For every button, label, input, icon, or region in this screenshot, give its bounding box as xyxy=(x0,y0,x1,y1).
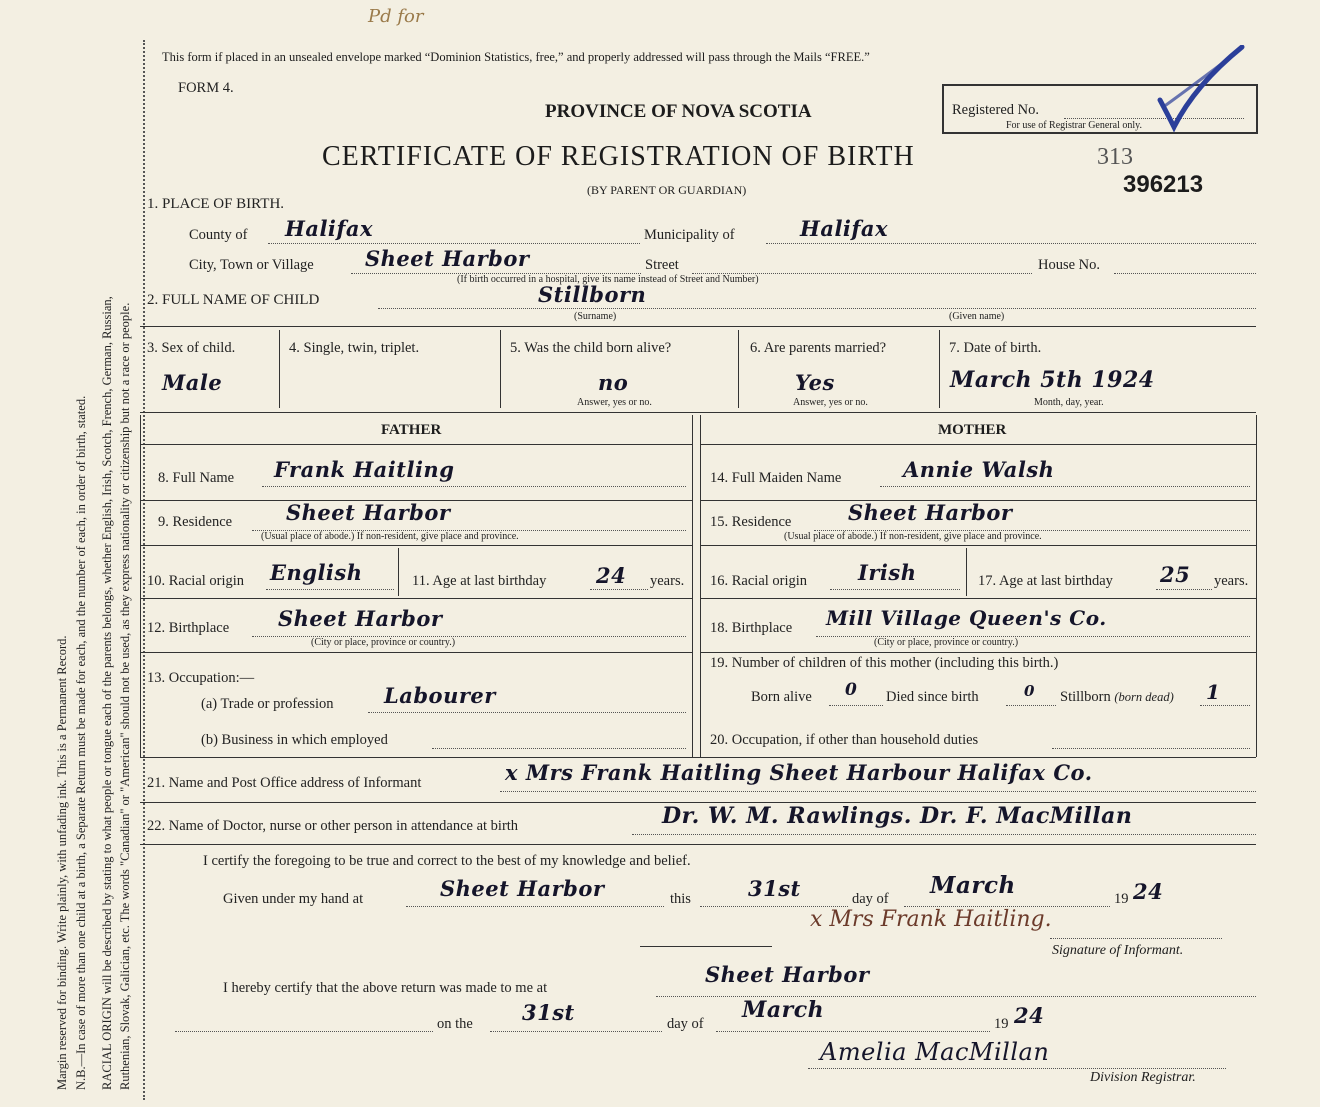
stillborn-value: 1 xyxy=(1206,680,1221,704)
hospital-note: (If birth occurred in a hospital, give its name instead of Street and Number) xyxy=(457,274,759,285)
mother-age-unit: years. xyxy=(1214,573,1249,589)
doctor-label: 22. Name of Doctor, nurse or other person in attendance at birth xyxy=(147,818,519,834)
mother-occupation-label: 20. Occupation, if other than household duties xyxy=(710,732,979,748)
died-value: 0 xyxy=(1024,682,1035,700)
mother-occupation-dots xyxy=(1052,748,1250,749)
sex-label: 3. Sex of child. xyxy=(147,340,236,356)
father-age-label: 11. Age at last birthday xyxy=(412,573,547,589)
margin-note-binding: Margin reserved for binding. Write plainly, with unfading ink. This is a Permanent Record. xyxy=(55,635,69,1090)
alive-answer-note: Answer, yes or no. xyxy=(577,397,652,408)
stillborn-label-text: Stillborn xyxy=(1060,689,1111,705)
born-alive-dots xyxy=(829,705,883,706)
father-racial-divider xyxy=(398,548,399,596)
mother-name-label: 14. Full Maiden Name xyxy=(710,470,842,486)
mother-name-dots xyxy=(880,486,1250,487)
alive-value: no xyxy=(598,370,629,395)
date-label: 7. Date of birth. xyxy=(949,340,1042,356)
father-row10-rule xyxy=(140,598,692,599)
father-trade-dots xyxy=(368,712,686,713)
margin-note-racial: RACIAL ORIGIN will be described by stating to what people or tongue each of the parents belongs, whether English, Irish, Scotch, French, German, Russian, xyxy=(100,296,114,1090)
pencil-note: Pd for xyxy=(368,6,424,27)
row3-div-4 xyxy=(939,330,940,408)
registrar-signature: Amelia MacMillan xyxy=(820,1038,1050,1066)
mother-birthplace-value: Mill Village Queen's Co. xyxy=(826,606,1107,630)
mother-left-border xyxy=(700,415,701,757)
mother-children-label: 19. Number of children of this mother (including this birth.) xyxy=(710,655,1059,671)
father-birthplace-label: 12. Birthplace xyxy=(147,620,230,636)
registrar-year-value: 24 xyxy=(1014,1003,1045,1028)
given-place-value: Sheet Harbor xyxy=(440,876,605,901)
given-year-value: 24 xyxy=(1133,879,1164,904)
doctor-value: Dr. W. M. Rawlings. Dr. F. MacMillan xyxy=(662,803,1133,829)
registered-no-note: For use of Registrar General only. xyxy=(1006,120,1142,131)
mother-birthplace-label: 18. Birthplace xyxy=(710,620,793,636)
father-residence-label: 9. Residence xyxy=(158,514,233,530)
surname-note: (Surname) xyxy=(574,311,617,322)
registrar-day-dots xyxy=(490,1031,662,1032)
municipality-dots xyxy=(766,243,1256,244)
father-trade-label: (a) Trade or profession xyxy=(201,696,334,712)
mother-heading: MOTHER xyxy=(938,422,1007,438)
mother-age-dots xyxy=(1156,589,1212,590)
street-label: Street xyxy=(645,257,679,273)
form-number: FORM 4. xyxy=(178,80,234,96)
municipality-value: Halifax xyxy=(800,216,889,241)
born-alive-value: 0 xyxy=(845,680,858,700)
registrar-signature-dots xyxy=(808,1068,1226,1069)
registrar-statement: I hereby certify that the above return was made to me at xyxy=(223,980,548,996)
father-racial-value: English xyxy=(270,560,363,585)
certify-statement: I certify the foregoing to be true and correct to the best of my knowledge and belief. xyxy=(203,853,691,869)
mother-heading-rule xyxy=(700,444,1256,445)
mother-residence-note: (Usual place of abode.) If non-resident, give place and province. xyxy=(784,531,1042,542)
father-trade-value: Labourer xyxy=(384,683,496,708)
row3-top-rule xyxy=(140,326,1256,327)
mother-row16-rule xyxy=(700,598,1256,599)
mother-racial-value: Irish xyxy=(858,560,917,585)
binding-margin-line xyxy=(143,40,145,1100)
father-age-value: 24 xyxy=(596,563,627,588)
margin-note-nb: N.B.—In case of more than one child at a birth, a Separate Return must be made for each, and the number of each, in order of birth, stated. xyxy=(74,395,88,1090)
sex-value: Male xyxy=(162,370,223,395)
registrar-lead-dots xyxy=(175,1031,433,1032)
house-dots xyxy=(1114,273,1256,274)
registrar-month-value: March xyxy=(742,997,825,1023)
given-year-prefix: 19 xyxy=(1114,891,1129,907)
city-value: Sheet Harbor xyxy=(365,246,530,271)
mother-racial-label: 16. Racial origin xyxy=(710,573,808,589)
father-residence-value: Sheet Harbor xyxy=(286,500,451,525)
blue-check-mark xyxy=(1150,45,1250,135)
mail-notice-text: This form if placed in an unsealed envelope marked “Dominion Statistics, free,” and properly addressed will pass through the Mails “FREE.” xyxy=(162,50,870,64)
on-the-label: on the xyxy=(437,1016,473,1032)
registrar-signature-label: Division Registrar. xyxy=(1090,1070,1196,1085)
row3-div-2 xyxy=(500,330,501,408)
father-age-dots xyxy=(590,589,648,590)
registered-no-label: Registered No. xyxy=(952,102,1039,118)
mail-notice xyxy=(162,50,870,65)
registration-number: 396213 xyxy=(1123,171,1204,198)
father-name-label: 8. Full Name xyxy=(158,470,235,486)
married-answer-note: Answer, yes or no. xyxy=(793,397,868,408)
stillborn-note: (born dead) xyxy=(1114,690,1174,704)
informant-dots xyxy=(500,791,1256,792)
city-label: City, Town or Village xyxy=(189,257,314,273)
title-stamp: 313 xyxy=(1097,144,1133,170)
stillborn-dots xyxy=(1200,705,1250,706)
doctor-rule xyxy=(140,844,1256,845)
mother-row15-rule xyxy=(700,545,1256,546)
mother-racial-dots xyxy=(830,589,960,590)
province-heading: PROVINCE OF NOVA SCOTIA xyxy=(545,101,812,122)
father-heading-rule xyxy=(140,444,692,445)
given-dayof-label: day of xyxy=(852,891,889,907)
given-month-value: March xyxy=(930,872,1016,899)
married-value: Yes xyxy=(795,370,835,395)
parents-bottom-rule xyxy=(140,757,1256,758)
registrar-dayof-label: day of xyxy=(667,1016,704,1032)
mother-name-value: Annie Walsh xyxy=(903,457,1055,482)
child-name-dots xyxy=(378,308,1256,309)
mother-right-border xyxy=(1256,415,1257,757)
father-row9-rule xyxy=(140,545,692,546)
municipality-label: Municipality of xyxy=(644,227,735,243)
father-name-dots xyxy=(262,486,686,487)
mother-age-value: 25 xyxy=(1160,562,1191,587)
given-label: Given under my hand at xyxy=(223,891,364,907)
father-name-value: Frank Haitling xyxy=(274,457,455,482)
father-right-border xyxy=(692,415,693,757)
father-occupation-label: 13. Occupation:— xyxy=(147,670,255,686)
alive-label: 5. Was the child born alive? xyxy=(510,340,672,356)
father-business-dots xyxy=(432,748,686,749)
doctor-dots xyxy=(632,834,1256,835)
born-alive-label: Born alive xyxy=(751,689,812,705)
father-racial-dots xyxy=(266,589,394,590)
margin-note-racial-2: Ruthenian, Slovak, Galician, etc. The words "Canadian" or "American" should not be used, as they express nationality or citizenship but not a race or people. xyxy=(118,302,132,1090)
date-value: March 5th 1924 xyxy=(950,367,1155,393)
mother-age-label: 17. Age at last birthday xyxy=(978,573,1113,589)
county-label: County of xyxy=(189,227,248,243)
father-business-label: (b) Business in which employed xyxy=(201,732,388,748)
given-place-dots xyxy=(406,906,664,907)
row3-bottom-rule xyxy=(140,412,1256,413)
row3-div-1 xyxy=(279,330,280,408)
mother-racial-divider xyxy=(966,548,967,596)
father-racial-label: 10. Racial origin xyxy=(147,573,245,589)
mother-row18-rule xyxy=(700,652,1256,653)
informant-signature-dots xyxy=(1050,938,1222,939)
registrar-year-prefix: 19 xyxy=(994,1016,1009,1032)
date-note: Month, day, year. xyxy=(1034,397,1104,408)
father-heading: FATHER xyxy=(381,422,442,438)
place-of-birth-heading: 1. PLACE OF BIRTH. xyxy=(147,196,285,212)
mother-residence-label: 15. Residence xyxy=(710,514,792,530)
separator-rule xyxy=(640,946,772,947)
informant-signature: x Mrs Frank Haitling. xyxy=(810,907,1052,932)
father-birthplace-value: Sheet Harbor xyxy=(278,606,443,631)
given-day-value: 31st xyxy=(748,876,801,901)
father-age-unit: years. xyxy=(650,573,685,589)
father-left-border xyxy=(140,415,141,757)
died-label: Died since birth xyxy=(886,689,979,705)
this-label: this xyxy=(670,891,691,907)
mother-birthplace-note: (City or place, province or country.) xyxy=(874,637,1019,648)
child-name-label: 2. FULL NAME OF CHILD xyxy=(147,292,320,308)
registrar-place-value: Sheet Harbor xyxy=(705,962,870,987)
died-dots xyxy=(1006,705,1056,706)
house-label: House No. xyxy=(1038,257,1101,273)
county-value: Halifax xyxy=(285,216,374,241)
stillborn-label xyxy=(1060,689,1174,706)
given-name-note: (Given name) xyxy=(949,311,1005,322)
plurality-label: 4. Single, twin, triplet. xyxy=(289,340,420,356)
registrar-month-dots xyxy=(716,1031,990,1032)
married-label: 6. Are parents married? xyxy=(750,340,887,356)
informant-label: 21. Name and Post Office address of Informant xyxy=(147,775,422,791)
father-row12-rule xyxy=(140,652,692,653)
subtitle: (BY PARENT OR GUARDIAN) xyxy=(587,183,747,197)
informant-signature-label: Signature of Informant. xyxy=(1052,943,1184,958)
child-name-value: Stillborn xyxy=(538,282,647,307)
registrar-day-value: 31st xyxy=(522,1000,575,1025)
county-dots xyxy=(268,243,640,244)
father-residence-note: (Usual place of abode.) If non-resident, give place and province. xyxy=(261,531,519,542)
row3-div-3 xyxy=(738,330,739,408)
mother-residence-value: Sheet Harbor xyxy=(848,500,1013,525)
father-birthplace-note: (City or place, province or country.) xyxy=(311,637,456,648)
informant-value: x Mrs Frank Haitling Sheet Harbour Halifax Co. xyxy=(505,760,1093,785)
certificate-title: CERTIFICATE OF REGISTRATION OF BIRTH xyxy=(322,141,915,172)
